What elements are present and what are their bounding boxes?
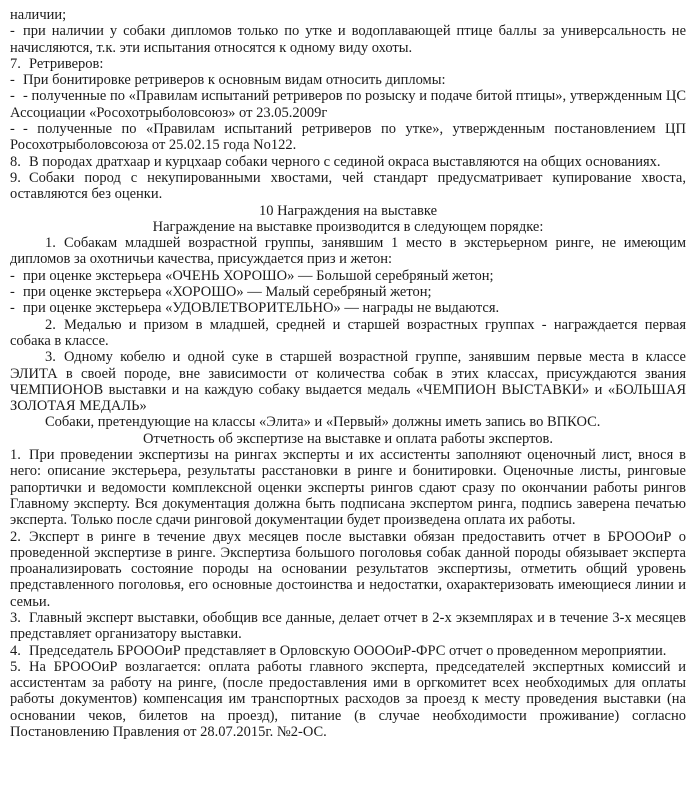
paragraph [10, 7, 686, 23]
paragraph [10, 447, 686, 528]
paragraph-text: Председатель БРОООиР представляет в Орловскую ООООиР-ФРС отчет о проведенном мероприятии. [29, 642, 667, 659]
paragraph-text: при наличии у собаки дипломов только по утке и водоплавающей птице баллы за универсальность не начисляются, т.к. эти испытания относятся к одному виду охоты. [10, 23, 686, 56]
list-marker: 1. [45, 235, 56, 252]
paragraph [10, 610, 686, 643]
paragraph [10, 72, 686, 88]
list-marker: 3. [10, 609, 21, 626]
list-marker: 5. [10, 658, 21, 675]
paragraph [10, 349, 686, 414]
paragraph-text: - полученные по «Правилам испытаний ретриверов по розыску и подаче битой птицы», утвержденным ЦС Ассоциации «Росохотрыболовсоюз» от 23.05.2009г [10, 88, 686, 121]
paragraph-text: при оценке экстерьера «ОЧЕНЬ ХОРОШО» — Большой серебряный жетон; [23, 267, 494, 284]
paragraph-text: На БРОООиР возлагается: оплата работы главного эксперта, председателей экспертных комиссий и ассистентам за работу на ринге, (после предоставления ими в оргкомитет всех необходимых для оплаты работы документов) компенсация им транспортных расходов за проезд к месту проведения выставки (на основании чеков, билетов на проезд), питание (в случае необходимости проживание) согласно Постановлению Правления от 28.07.2015г. №2-ОС. [10, 658, 686, 741]
list-marker: 1. [10, 447, 21, 464]
paragraph [10, 219, 686, 235]
paragraph-text: При бонитировке ретриверов к основным видам относить дипломы: [23, 72, 446, 89]
paragraph-text: Медалью и призом в младшей, средней и старшей возрастных группах - награждается первая собака в классе. [10, 316, 686, 349]
paragraph [10, 170, 686, 203]
paragraph-text: Отчетность об экспертизе на выставке и оплата работы экспертов. [143, 430, 553, 447]
paragraph [10, 317, 686, 350]
paragraph [10, 414, 686, 430]
paragraph-text: В породах дратхаар и курцхаар собаки черного с сединой окраса выставляются на общих основаниях. [29, 153, 661, 170]
list-marker: 9. [10, 169, 21, 186]
paragraph [10, 56, 686, 72]
list-marker: 2. [10, 528, 21, 545]
paragraph [10, 235, 686, 268]
list-marker: 8. [10, 153, 21, 170]
paragraph [10, 268, 686, 284]
list-marker: - [10, 72, 15, 89]
paragraph-text: наличии; [10, 7, 67, 23]
paragraph [10, 643, 686, 659]
paragraph-text: При проведении экспертизы на рингах эксперты и их ассистенты заполняют оценочный лист, внося в него: описание экстерьера, результаты расстановки в ринге и бонитировки. Оценочные листы, ринговые рапортички и ведомости комплексной оценки эксперты рингов сдают сразу по окончании работы рингов Главному эксперту. Вся документация должна быть подписана экспертом ринга, подпись заверена печатью эксперта. Только после сдачи ринговой документации будет произведена оплата их работы. [10, 447, 686, 529]
list-marker: - [10, 88, 15, 105]
paragraph-text: при оценке экстерьера «УДОВЛЕТВОРИТЕЛЬНО» — награды не выдаются. [23, 300, 500, 317]
paragraph-text: Одному кобелю и одной суке в старшей возрастной группе, занявшим первые места в классе ЭЛИТА в своей породе, вне зависимости от количества собак в этих классах, присуждаются звания ЧЕМПИОНОВ выставки и на каждую собаку выдается медаль «ЧЕМПИОН ВЫСТАВКИ» и «БОЛЬШАЯ ЗОЛОТАЯ МЕДАЛЬ» [10, 349, 686, 415]
list-marker: 7. [10, 55, 21, 72]
paragraph [10, 23, 686, 56]
section-heading [10, 431, 686, 447]
list-marker: - [10, 23, 15, 40]
paragraph [10, 284, 686, 300]
list-marker: - [10, 267, 15, 284]
paragraph [10, 154, 686, 170]
paragraph [10, 659, 686, 740]
list-marker: 4. [10, 642, 21, 659]
paragraph [10, 529, 686, 610]
paragraph-text: Собаки пород с некупированными хвостами, чей стандарт предусматривает купирование хвоста, оставляются без оценки. [10, 169, 686, 203]
paragraph-text: - полученные по «Правилам испытаний ретриверов по утке», утвержденным постановлением ЦП Росохотрыболовсоюза от 25.02.15 года No122. [10, 121, 686, 154]
list-marker: - [10, 300, 15, 317]
paragraph-text: при оценке экстерьера «ХОРОШО» — Малый серебряный жетон; [23, 284, 432, 301]
list-marker: - [10, 121, 15, 138]
list-marker: 3. [45, 349, 56, 366]
paragraph-text: Главный эксперт выставки, обобщив все данные, делает отчет в 2-х экземплярах и в течение 3-х месяцев представляет организатору выставки. [10, 609, 686, 643]
paragraph [10, 88, 686, 121]
list-marker: - [10, 284, 15, 301]
paragraph-text: Ретриверов: [29, 55, 104, 72]
paragraph [10, 121, 686, 154]
list-marker: 2. [45, 316, 56, 333]
paragraph-text: Эксперт в ринге в течение двух месяцев после выставки обязан предоставить отчет в БРОООиР о проведенной экспертизе в ринге. Экспертиза большого поголовья собак данной породы обязывает эксперта проанализировать состояние породы на основании результатов экспертизы, отметить общий уровень представленного поголовья, его основные достоинства и недостатки, охарактеризовать имеющиеся линии и семьи. [10, 528, 686, 610]
paragraph [10, 300, 686, 316]
paragraph-text: 10 Награждения на выставке [258, 202, 438, 219]
paragraph-text: Собакам младшей возрастной группы, занявшим 1 место в экстерьерном ринге, не имеющим дипломов за охотничьи качества, присуждается приз и жетон: [10, 235, 686, 268]
section-heading [10, 203, 686, 219]
document-body [10, 7, 686, 740]
paragraph-text: Собаки, претендующие на классы «Элита» и «Первый» должны иметь запись во ВПКОС. [45, 414, 601, 431]
paragraph-text: Награждение на выставке производится в следующем порядке: [152, 218, 544, 235]
